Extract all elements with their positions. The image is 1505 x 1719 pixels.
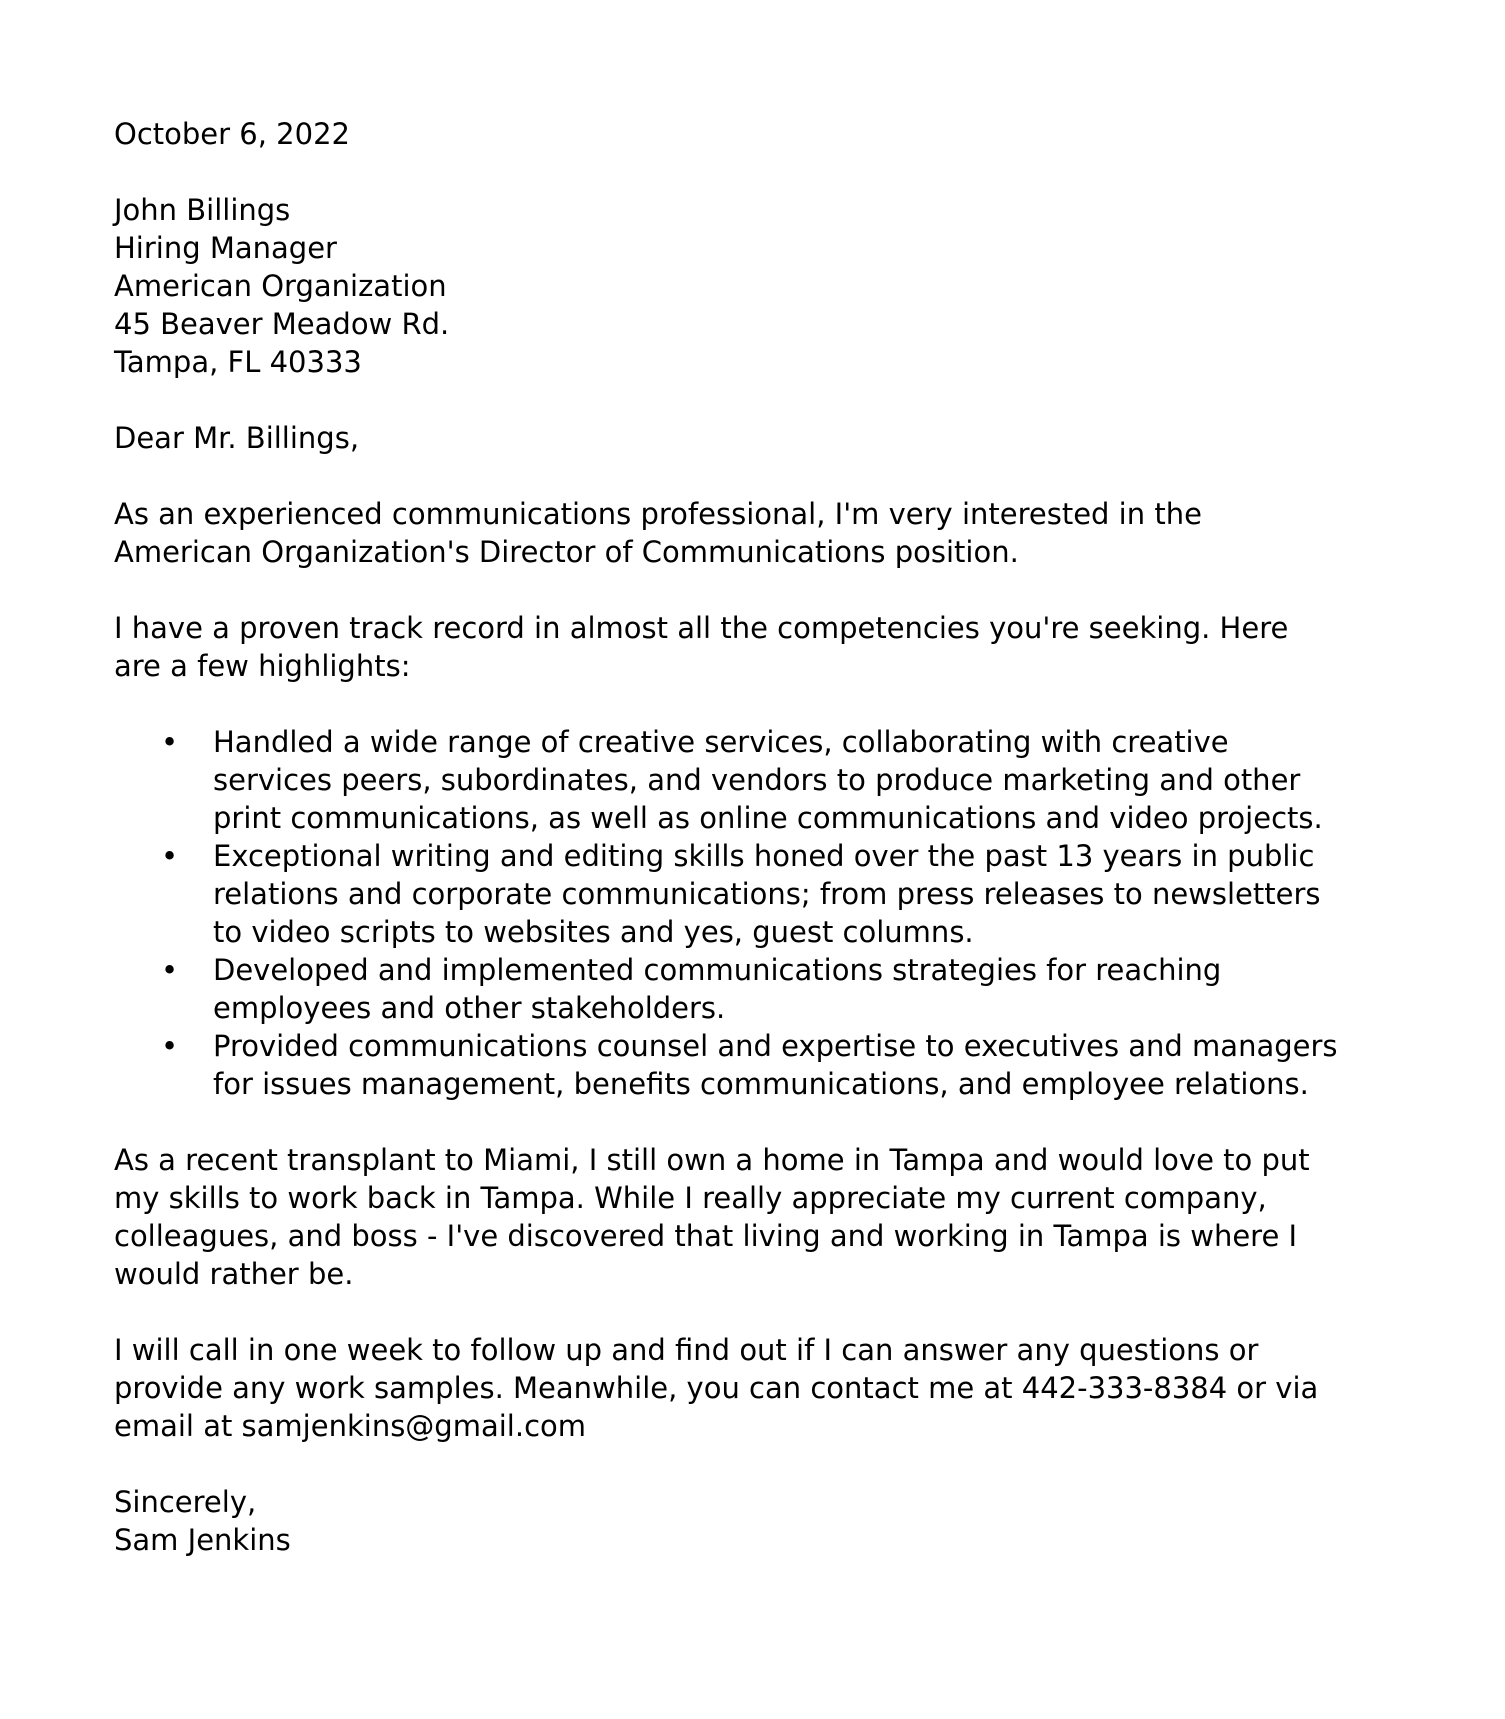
- bullet-icon: •: [161, 839, 179, 873]
- date-text: October 6, 2022: [114, 117, 350, 151]
- signature-name: Sam Jenkins: [114, 1523, 291, 1557]
- paragraph-line: colleagues, and boss - I've discovered that living and working in Tampa is where I: [114, 1219, 1298, 1253]
- followup-paragraph: [114, 1331, 1414, 1445]
- cover-letter: [114, 115, 1414, 1597]
- bullet-icon: •: [161, 1029, 179, 1063]
- recipient-city: Tampa, FL 40333: [114, 345, 362, 379]
- paragraph-line: I will call in one week to follow up and find out if I can answer any questions or: [114, 1333, 1259, 1367]
- bullet-line: employees and other stakeholders.: [213, 991, 726, 1025]
- bullet-line: relations and corporate communications; from press releases to newsletters: [213, 877, 1321, 911]
- paragraph-line: I have a proven track record in almost all the competencies you're seeking. Here: [114, 611, 1289, 645]
- bullet-icon: •: [161, 953, 179, 987]
- bullet-line: services peers, subordinates, and vendors to produce marketing and other: [213, 763, 1301, 797]
- paragraph-line: American Organization's Director of Communications position.: [114, 535, 1019, 569]
- letter-date: [114, 115, 1414, 153]
- closing-text: Sincerely,: [114, 1485, 257, 1519]
- sign-off: [114, 1483, 1414, 1559]
- highlight-item: [114, 951, 1414, 1027]
- bullet-line: print communications, as well as online communications and video projects.: [213, 801, 1323, 835]
- paragraph-line: email at samjenkins@gmail.com: [114, 1409, 587, 1443]
- highlights-intro-paragraph: [114, 609, 1414, 685]
- bullet-line: for issues management, benefits communications, and employee relations.: [213, 1067, 1309, 1101]
- paragraph-line: my skills to work back in Tampa. While I really appreciate my current company,: [114, 1181, 1267, 1215]
- paragraph-line: would rather be.: [114, 1257, 354, 1291]
- salutation: [114, 419, 1414, 457]
- paragraph-line: provide any work samples. Meanwhile, you can contact me at 442-333-8384 or via: [114, 1371, 1319, 1405]
- paragraph-line: As a recent transplant to Miami, I still own a home in Tampa and would love to put: [114, 1143, 1310, 1177]
- paragraph-line: are a few highlights:: [114, 649, 411, 683]
- bullet-line: Exceptional writing and editing skills honed over the past 13 years in public: [213, 839, 1315, 873]
- bullet-line: Handled a wide range of creative services, collaborating with creative: [213, 725, 1229, 759]
- recipient-street: 45 Beaver Meadow Rd.: [114, 307, 450, 341]
- bullet-line: to video scripts to websites and yes, guest columns.: [213, 915, 974, 949]
- highlights-list: [114, 723, 1414, 1103]
- recipient-address: [114, 191, 1414, 381]
- salutation-text: Dear Mr. Billings,: [114, 421, 360, 455]
- bullet-line: Developed and implemented communications strategies for reaching: [213, 953, 1222, 987]
- paragraph-line: As an experienced communications professional, I'm very interested in the: [114, 497, 1202, 531]
- recipient-name: John Billings: [114, 193, 291, 227]
- highlight-item: [114, 837, 1414, 951]
- bullet-icon: •: [161, 725, 179, 759]
- highlight-item: [114, 1027, 1414, 1103]
- relocation-paragraph: [114, 1141, 1414, 1293]
- recipient-company: American Organization: [114, 269, 447, 303]
- bullet-line: Provided communications counsel and expertise to executives and managers: [213, 1029, 1338, 1063]
- recipient-title: Hiring Manager: [114, 231, 337, 265]
- highlight-item: [114, 723, 1414, 837]
- intro-paragraph: [114, 495, 1414, 571]
